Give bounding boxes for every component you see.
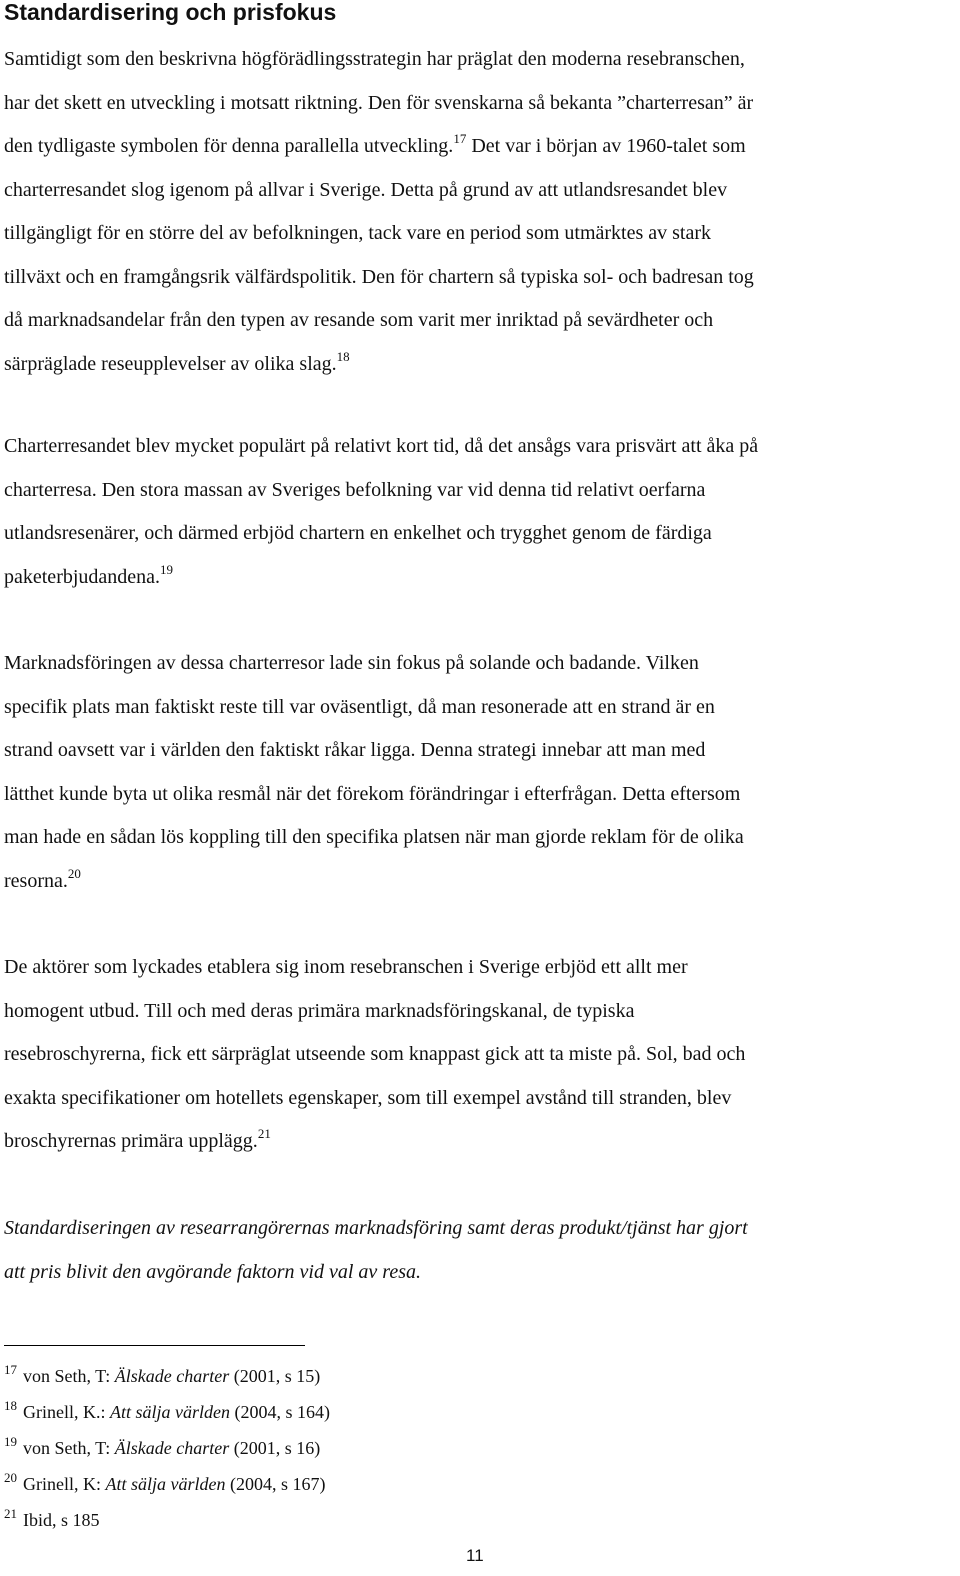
- paragraph-3: [4, 642, 958, 903]
- text-line: strand oavsett var i världen den faktiskt råkar ligga. Denna strategi innebar att man med: [4, 739, 706, 761]
- footnote-text: von Seth, T:: [23, 1366, 115, 1386]
- footnote-ref-18: 18: [336, 348, 350, 364]
- footnote-item: [4, 1499, 330, 1535]
- footnote-text: Grinell, K:: [23, 1474, 106, 1494]
- section-heading: Standardisering och prisfokus: [4, 0, 337, 25]
- text-line: [4, 860, 958, 904]
- text-line: [4, 1120, 958, 1164]
- text-span: Det var i början av 1960-talet som: [466, 135, 746, 157]
- text-line: De aktörer som lyckades etablera sig inom resebranschen i Sverige erbjöd ett allt mer: [4, 956, 688, 978]
- page-number: 11: [466, 1546, 484, 1565]
- footnote-item: [4, 1391, 330, 1427]
- footnote-text: Grinell, K.:: [23, 1402, 110, 1422]
- footnote-ref-19: 19: [160, 561, 174, 577]
- conclusion-paragraph: [4, 1207, 958, 1294]
- text-line: [4, 556, 958, 600]
- text-span: särpräglade reseupplevelser av olika slag.: [4, 352, 337, 375]
- text-line: man hade en sådan lös koppling till den specifika platsen när man gjorde reklam för de olika: [4, 826, 744, 848]
- footnote-number: 18: [4, 1398, 17, 1413]
- footnote-ref-21: 21: [257, 1126, 271, 1141]
- footnotes-list: [4, 1355, 330, 1535]
- footnote-separator: [4, 1345, 305, 1346]
- footnote-text: (2004, s 167): [225, 1474, 326, 1494]
- footnote-ref-20: 20: [67, 865, 81, 881]
- text-line: tillväxt och en framgångsrik välfärdspolitik. Den för chartern så typiska sol- och badresan tog: [4, 265, 754, 288]
- footnote-number: 21: [4, 1506, 17, 1521]
- footnote-item: [4, 1427, 330, 1463]
- paragraph-2: [4, 425, 958, 599]
- footnote-title: Älskade charter: [114, 1366, 230, 1386]
- text-span: broschyrernas primära upplägg.: [4, 1130, 258, 1152]
- footnote-number: 17: [4, 1362, 17, 1377]
- footnote-title: Älskade charter: [114, 1438, 230, 1458]
- paragraph-1: [4, 38, 958, 386]
- text-line: homogent utbud. Till och med deras primära marknadsföringskanal, de typiska: [4, 999, 635, 1022]
- footnote-text: (2001, s 15): [229, 1366, 321, 1386]
- text-line: charterresandet slog igenom på allvar i Sverige. Detta på grund av att utlandsresandet blev: [4, 178, 728, 201]
- text-line: tillgängligt för en större del av befolkningen, tack vare en period som utmärktes av stark: [4, 222, 712, 244]
- text-line: resebroschyrerna, fick ett särpräglat utseende som knappast gick att ta miste på. Sol, bad och: [4, 1043, 746, 1065]
- text-line: charterresa. Den stora massan av Sveriges befolkning var vid denna tid relativt oerfarna: [4, 478, 706, 501]
- text-line: lätthet kunde byta ut olika resmål när det förekom förändringar i efterfrågan. Detta eftersom: [4, 782, 741, 805]
- footnote-number: 20: [4, 1470, 17, 1485]
- paragraph-4: [4, 946, 958, 1164]
- footnote-number: 19: [4, 1434, 17, 1449]
- footnote-item: [4, 1355, 330, 1391]
- text-span: resorna.: [4, 869, 68, 892]
- text-line: att pris blivit den avgörande faktorn vid val av resa.: [4, 1260, 421, 1283]
- text-line: [4, 125, 958, 169]
- footnote-text: Ibid, s 185: [23, 1510, 100, 1530]
- footnote-item: [4, 1463, 330, 1499]
- text-line: Samtidigt som den beskrivna högförädlingsstrategin har präglat den moderna resebranschen,: [4, 48, 745, 70]
- text-span: den tydligaste symbolen för denna parallella utveckling.: [4, 135, 454, 157]
- text-line: [4, 343, 958, 387]
- footnote-text: (2001, s 16): [229, 1438, 321, 1458]
- footnote-ref-17: 17: [453, 131, 467, 146]
- footnote-title: Att sälja världen: [110, 1402, 230, 1422]
- footnote-title: Att sälja världen: [105, 1474, 226, 1494]
- text-span: paketerbjudandena.: [4, 565, 161, 588]
- text-line: då marknadsandelar från den typen av resande som varit mer inriktad på sevärdheter och: [4, 309, 714, 331]
- text-line: exakta specifikationer om hotellets egenskaper, som till exempel avstånd till stranden, blev: [4, 1086, 732, 1109]
- text-line: Standardiseringen av researrangörernas marknadsföring samt deras produkt/tjänst har gjort: [4, 1217, 748, 1239]
- text-line: Charterresandet blev mycket populärt på relativt kort tid, då det ansågs vara prisvärt att åka på: [4, 435, 759, 457]
- footnote-text: (2004, s 164): [230, 1402, 330, 1422]
- text-line: har det skett en utveckling i motsatt riktning. Den för svenskarna så bekanta ”charterresan” är: [4, 91, 754, 114]
- text-line: specifik plats man faktiskt reste till var oväsentligt, då man resonerade att en strand är en: [4, 695, 715, 718]
- text-line: Marknadsföringen av dessa charterresor lade sin fokus på solande och badande. Vilken: [4, 652, 699, 674]
- text-line: utlandsresenärer, och därmed erbjöd chartern en enkelhet och trygghet genom de färdiga: [4, 522, 712, 544]
- footnote-text: von Seth, T:: [23, 1438, 115, 1458]
